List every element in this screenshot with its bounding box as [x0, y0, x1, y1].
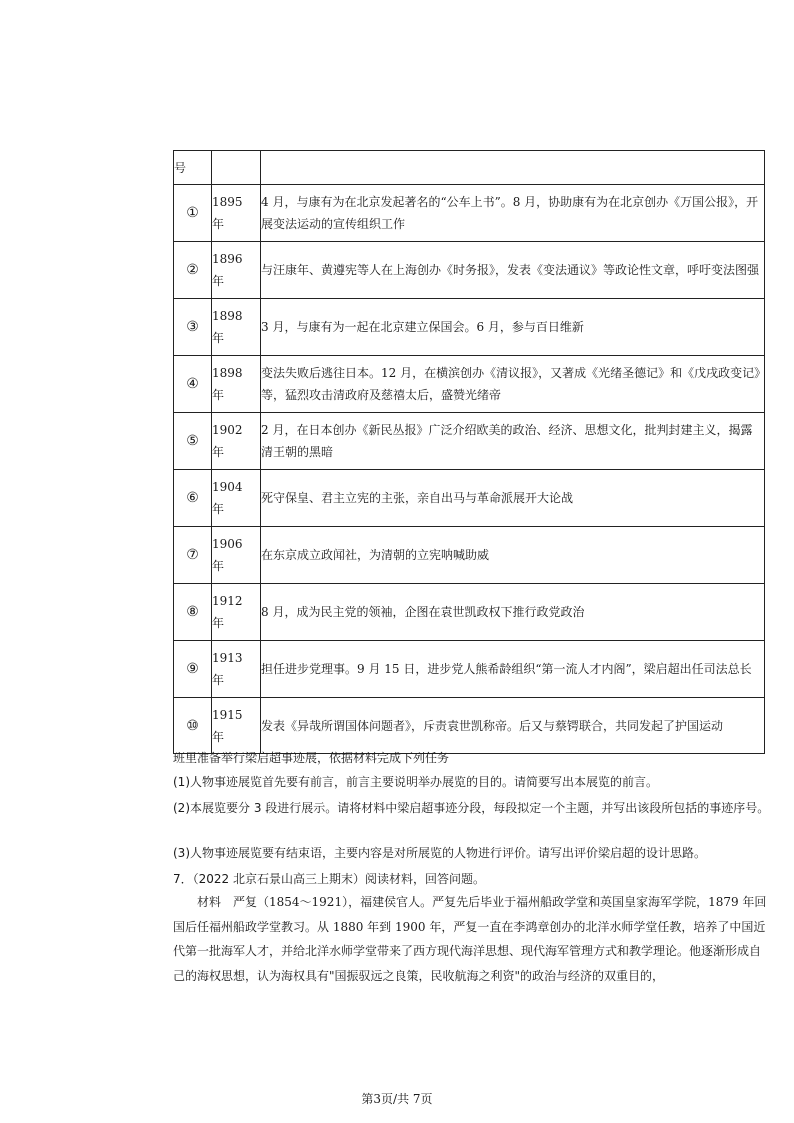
row-year [212, 413, 261, 470]
year-unit: 年 [212, 217, 225, 231]
year-unit: 年 [212, 445, 225, 459]
events-table [173, 150, 765, 754]
row-number: ⑧ [174, 584, 212, 641]
year-number: 1906 [212, 537, 243, 551]
year-unit: 年 [212, 673, 225, 687]
row-number: ⑥ [174, 470, 212, 527]
year-number: 1915 [212, 707, 243, 722]
row-number: ⑤ [174, 413, 212, 470]
year-number: 1898 [212, 366, 243, 380]
header-year-cell [212, 151, 261, 185]
material-paragraph: 材料 严复（1854～1921），福建侯官人。严复先后毕业于福州船政学堂和英国皇家海军学院，1879 年回国后任福州船政学堂教习。从 1880 年到 1900 年，严复一直在李鸿章创办的北洋水师学堂任教，培养了中国近代第一批海军人才，并给北洋水师学堂带来了西方现代海洋思想、现代海军管理方式和教学理论。他逐渐形成自己的海权思想，认为海权具有"国振驭远之良策，民收航海之利资"的政治与经济的双重目的， [173, 895, 767, 983]
year-number: 1913 [212, 651, 243, 665]
row-description: 变法失败后逃往日本。12 月，在横滨创办《清议报》，又著成《光绪圣德记》和《戊戌政变记》等，猛烈攻击清政府及慈禧太后，盛赞光绪帝 [261, 356, 765, 413]
question-3: (3)人物事迹展览要有结束语，主要内容是对所展览的人物进行评价。请写出评价梁启超的设计思路。 [173, 846, 707, 860]
row-description: 8 月，成为民主党的领袖，企图在袁世凯政权下推行政党政治 [261, 584, 765, 641]
year-unit: 年 [212, 559, 225, 573]
table-row [174, 185, 765, 242]
row-number: ⑦ [174, 527, 212, 584]
page-footer: 第3页/共 7页 [361, 1092, 433, 1106]
header-desc-cell [261, 151, 765, 185]
row-number: ① [174, 185, 212, 242]
row-description: 2 月，在日本创办《新民丛报》广泛介绍欧美的政治、经济、思想文化，批判封建主义，揭露清王朝的黑暗 [261, 413, 765, 470]
row-description: 担任进步党理事。9 月 15 日，进步党人熊希龄组织“第一流人才内阁”，梁启超出任司法总长 [261, 641, 765, 698]
row-number: ③ [174, 299, 212, 356]
row-description: 死守保皇、君主立宪的主张，亲自出马与革命派展开大论战 [261, 470, 765, 527]
row-number: ② [174, 242, 212, 299]
year-unit: 年 [212, 274, 225, 288]
row-year [212, 242, 261, 299]
row-year [212, 470, 261, 527]
row-year [212, 641, 261, 698]
question-2: (2)本展览要分 3 段进行展示。请将材料中梁启超事迹分段，每段拟定一个主题，并写出该段所包括的事迹序号。 [173, 801, 770, 815]
table-row [174, 470, 765, 527]
table-row [174, 356, 765, 413]
row-number: ⑨ [174, 641, 212, 698]
year-number: 1904 [212, 480, 243, 494]
year-unit: 年 [212, 616, 225, 630]
year-number: 1895 [212, 195, 243, 209]
year-unit: 年 [212, 502, 225, 516]
table-row [174, 641, 765, 698]
row-number: ⑩ [174, 698, 212, 754]
year-number: 1912 [212, 594, 243, 608]
year-number: 1896 [212, 252, 243, 266]
year-number: 1898 [212, 309, 243, 323]
header-number-cell: 号 [174, 151, 212, 185]
row-year [212, 299, 261, 356]
table-row [174, 299, 765, 356]
question-7-heading: 7．（2022 北京石景山高三上期末）阅读材料，回答问题。 [173, 872, 485, 886]
row-year [212, 185, 261, 242]
row-description: 4 月，与康有为在北京发起著名的“公车上书”。8 月，协助康有为在北京创办《万国公报》，开展变法运动的宣传组织工作 [261, 185, 765, 242]
row-number: ④ [174, 356, 212, 413]
question-1: (1)人物事迹展览首先要有前言，前言主要说明举办展览的目的。请简要写出本展览的前言。 [173, 775, 659, 789]
row-description: 3 月，与康有为一起在北京建立保国会。6 月，参与百日维新 [261, 299, 765, 356]
table-row [174, 584, 765, 641]
table-row [174, 242, 765, 299]
table-row [174, 413, 765, 470]
year-unit: 年 [212, 331, 225, 345]
material-passage [173, 890, 771, 988]
year-number: 1902 [212, 423, 243, 437]
row-year [212, 356, 261, 413]
row-year [212, 527, 261, 584]
row-description: 与汪康年、黄遵宪等人在上海创办《时务报》，发表《变法通议》等政论性文章，呼吁变法图强 [261, 242, 765, 299]
table-row [174, 527, 765, 584]
year-unit: 年 [212, 388, 225, 402]
row-description: 在东京成立政闻社，为清朝的立宪呐喊助威 [261, 527, 765, 584]
row-year [212, 584, 261, 641]
table-header-row [174, 151, 765, 185]
row-description: 发表《异哉所谓国体问题者》，斥责袁世凯称帝。后又与蔡锷联合，共同发起了护国运动 [261, 698, 765, 754]
year-unit: 年 [212, 729, 225, 744]
task-intro: 班里准备举行梁启超事迹展，依据材料完成下列任务 [173, 751, 450, 765]
